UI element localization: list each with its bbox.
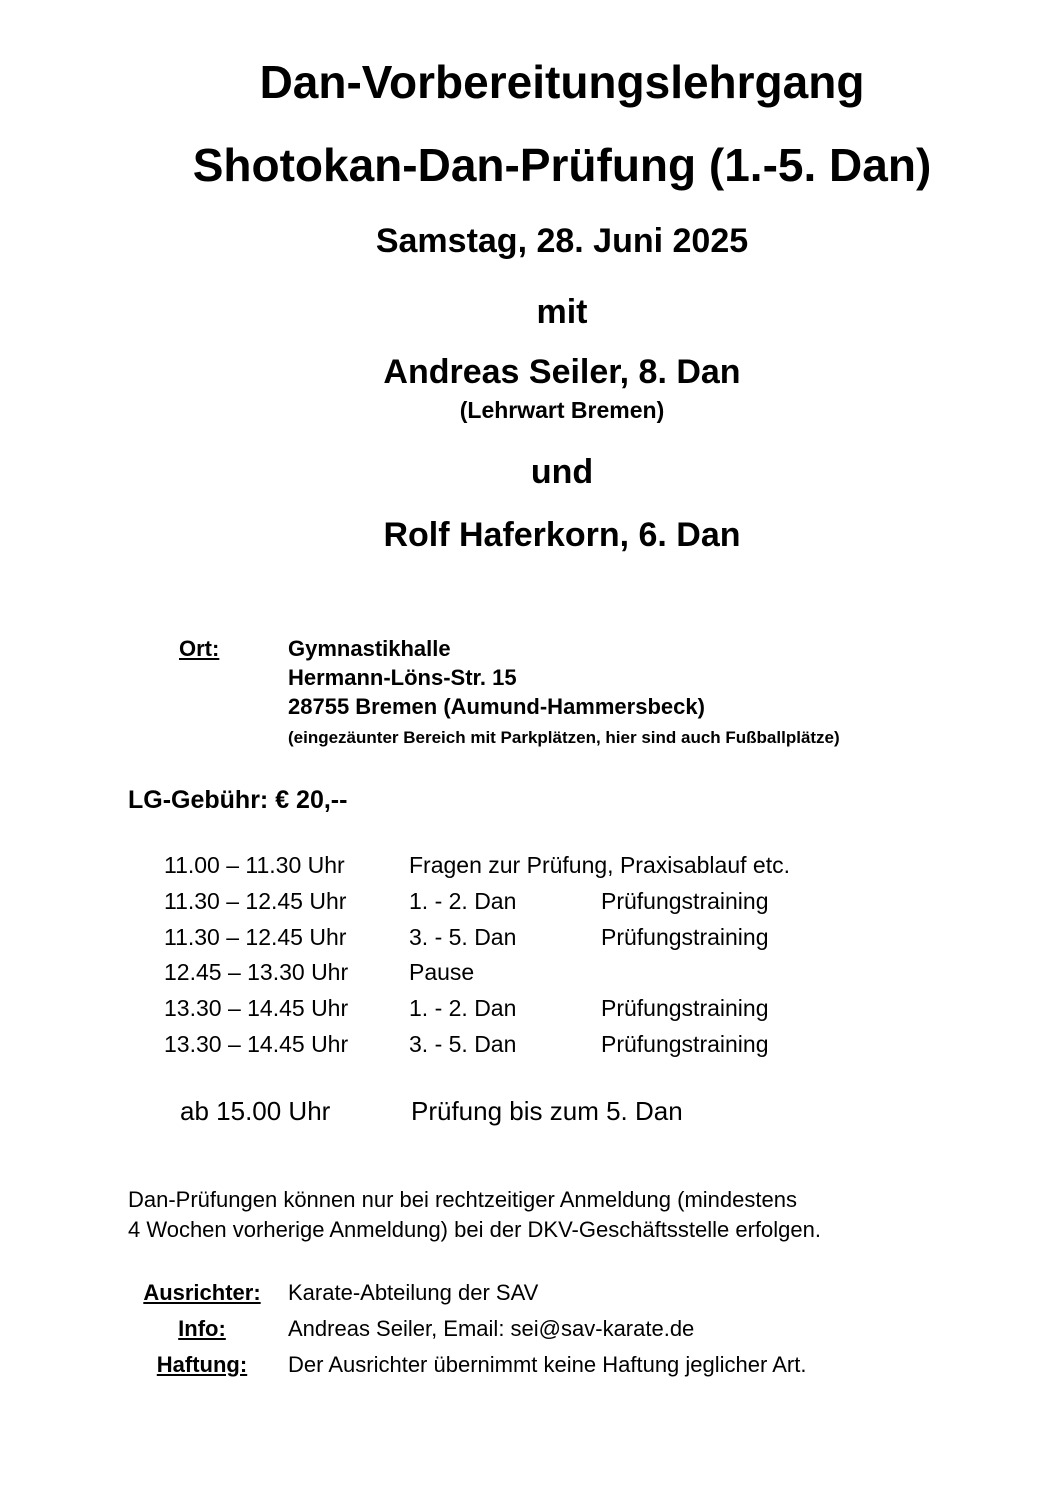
schedule-detail: Prüfungstraining [601, 995, 769, 1022]
fee-text: LG-Gebühr: € 20,-- [128, 786, 348, 814]
schedule-activity: 3. - 5. Dan [409, 923, 517, 950]
location-note: (eingezäunter Bereich mit Parkplätzen, hier sind auch Fußballplätze) [288, 728, 840, 747]
trainer-1-role: (Lehrwart Bremen) [459, 397, 665, 423]
schedule-time: 11.00 – 11.30 Uhr [164, 852, 345, 878]
schedule-activity: Pause [409, 959, 475, 986]
location-name: Gymnastikhalle [288, 636, 451, 661]
schedule-activity: Fragen zur Prüfung, Praxisablauf etc. [409, 852, 790, 878]
organizer-value: Karate-Abteilung der SAV [288, 1280, 539, 1305]
exam-time: ab 15.00 Uhr [180, 1096, 331, 1126]
title-line-1: Dan-Vorbereitungslehrgang [259, 56, 865, 108]
title-line-2: Shotokan-Dan-Prüfung (1.-5. Dan) [192, 139, 932, 191]
trainer-1: Andreas Seiler, 8. Dan [383, 353, 741, 391]
schedule-time: 11.30 – 12.45 Uhr [164, 923, 347, 950]
schedule-row [164, 848, 864, 884]
location-label: Ort: [179, 636, 220, 661]
registration-notice [128, 1185, 821, 1245]
schedule-row [164, 1027, 864, 1063]
schedule-activity: 1. - 2. Dan [409, 995, 517, 1022]
detail-row-liability [0, 1348, 900, 1384]
and-text: und [530, 453, 594, 491]
location-street: Hermann-Löns-Str. 15 [288, 665, 517, 690]
schedule-time: 13.30 – 14.45 Uhr [164, 995, 349, 1022]
details-block [0, 1276, 900, 1384]
schedule-row [164, 991, 864, 1027]
liability-value: Der Ausrichter übernimmt keine Haftung jeglicher Art. [288, 1352, 807, 1377]
schedule-detail: Prüfungstraining [601, 1030, 769, 1057]
notice-line-1: Dan-Prüfungen können nur bei rechtzeitiger Anmeldung (mindestens [128, 1187, 797, 1212]
schedule-time: 13.30 – 14.45 Uhr [164, 1030, 349, 1057]
location-city: 28755 Bremen (Aumund-Hammersbeck) [288, 694, 705, 719]
info-label: Info: [178, 1316, 226, 1341]
event-date: Samstag, 28. Juni 2025 [375, 222, 749, 260]
schedule-row [164, 884, 864, 920]
schedule-table [164, 848, 864, 1063]
detail-row-organizer [0, 1276, 900, 1312]
organizer-label: Ausrichter: [143, 1280, 261, 1305]
schedule-activity: 1. - 2. Dan [409, 887, 517, 914]
with-text: mit [536, 293, 588, 331]
schedule-time: 11.30 – 12.45 Uhr [164, 887, 347, 914]
location-block [288, 634, 840, 752]
schedule-activity: 3. - 5. Dan [409, 1030, 517, 1057]
info-value: Andreas Seiler, Email: sei@sav-karate.de [288, 1316, 695, 1341]
detail-row-info [0, 1312, 900, 1348]
liability-label: Haftung: [156, 1352, 248, 1377]
schedule-detail: Prüfungstraining [601, 887, 769, 914]
schedule-row [164, 920, 864, 956]
schedule-row [164, 955, 864, 991]
exam-text: Prüfung bis zum 5. Dan [411, 1096, 683, 1126]
schedule-detail: Prüfungstraining [601, 923, 769, 950]
notice-line-2: 4 Wochen vorherige Anmeldung) bei der DKV-Geschäftsstelle erfolgen. [128, 1217, 821, 1242]
trainer-2: Rolf Haferkorn, 6. Dan [383, 516, 741, 554]
schedule-time: 12.45 – 13.30 Uhr [164, 959, 349, 986]
